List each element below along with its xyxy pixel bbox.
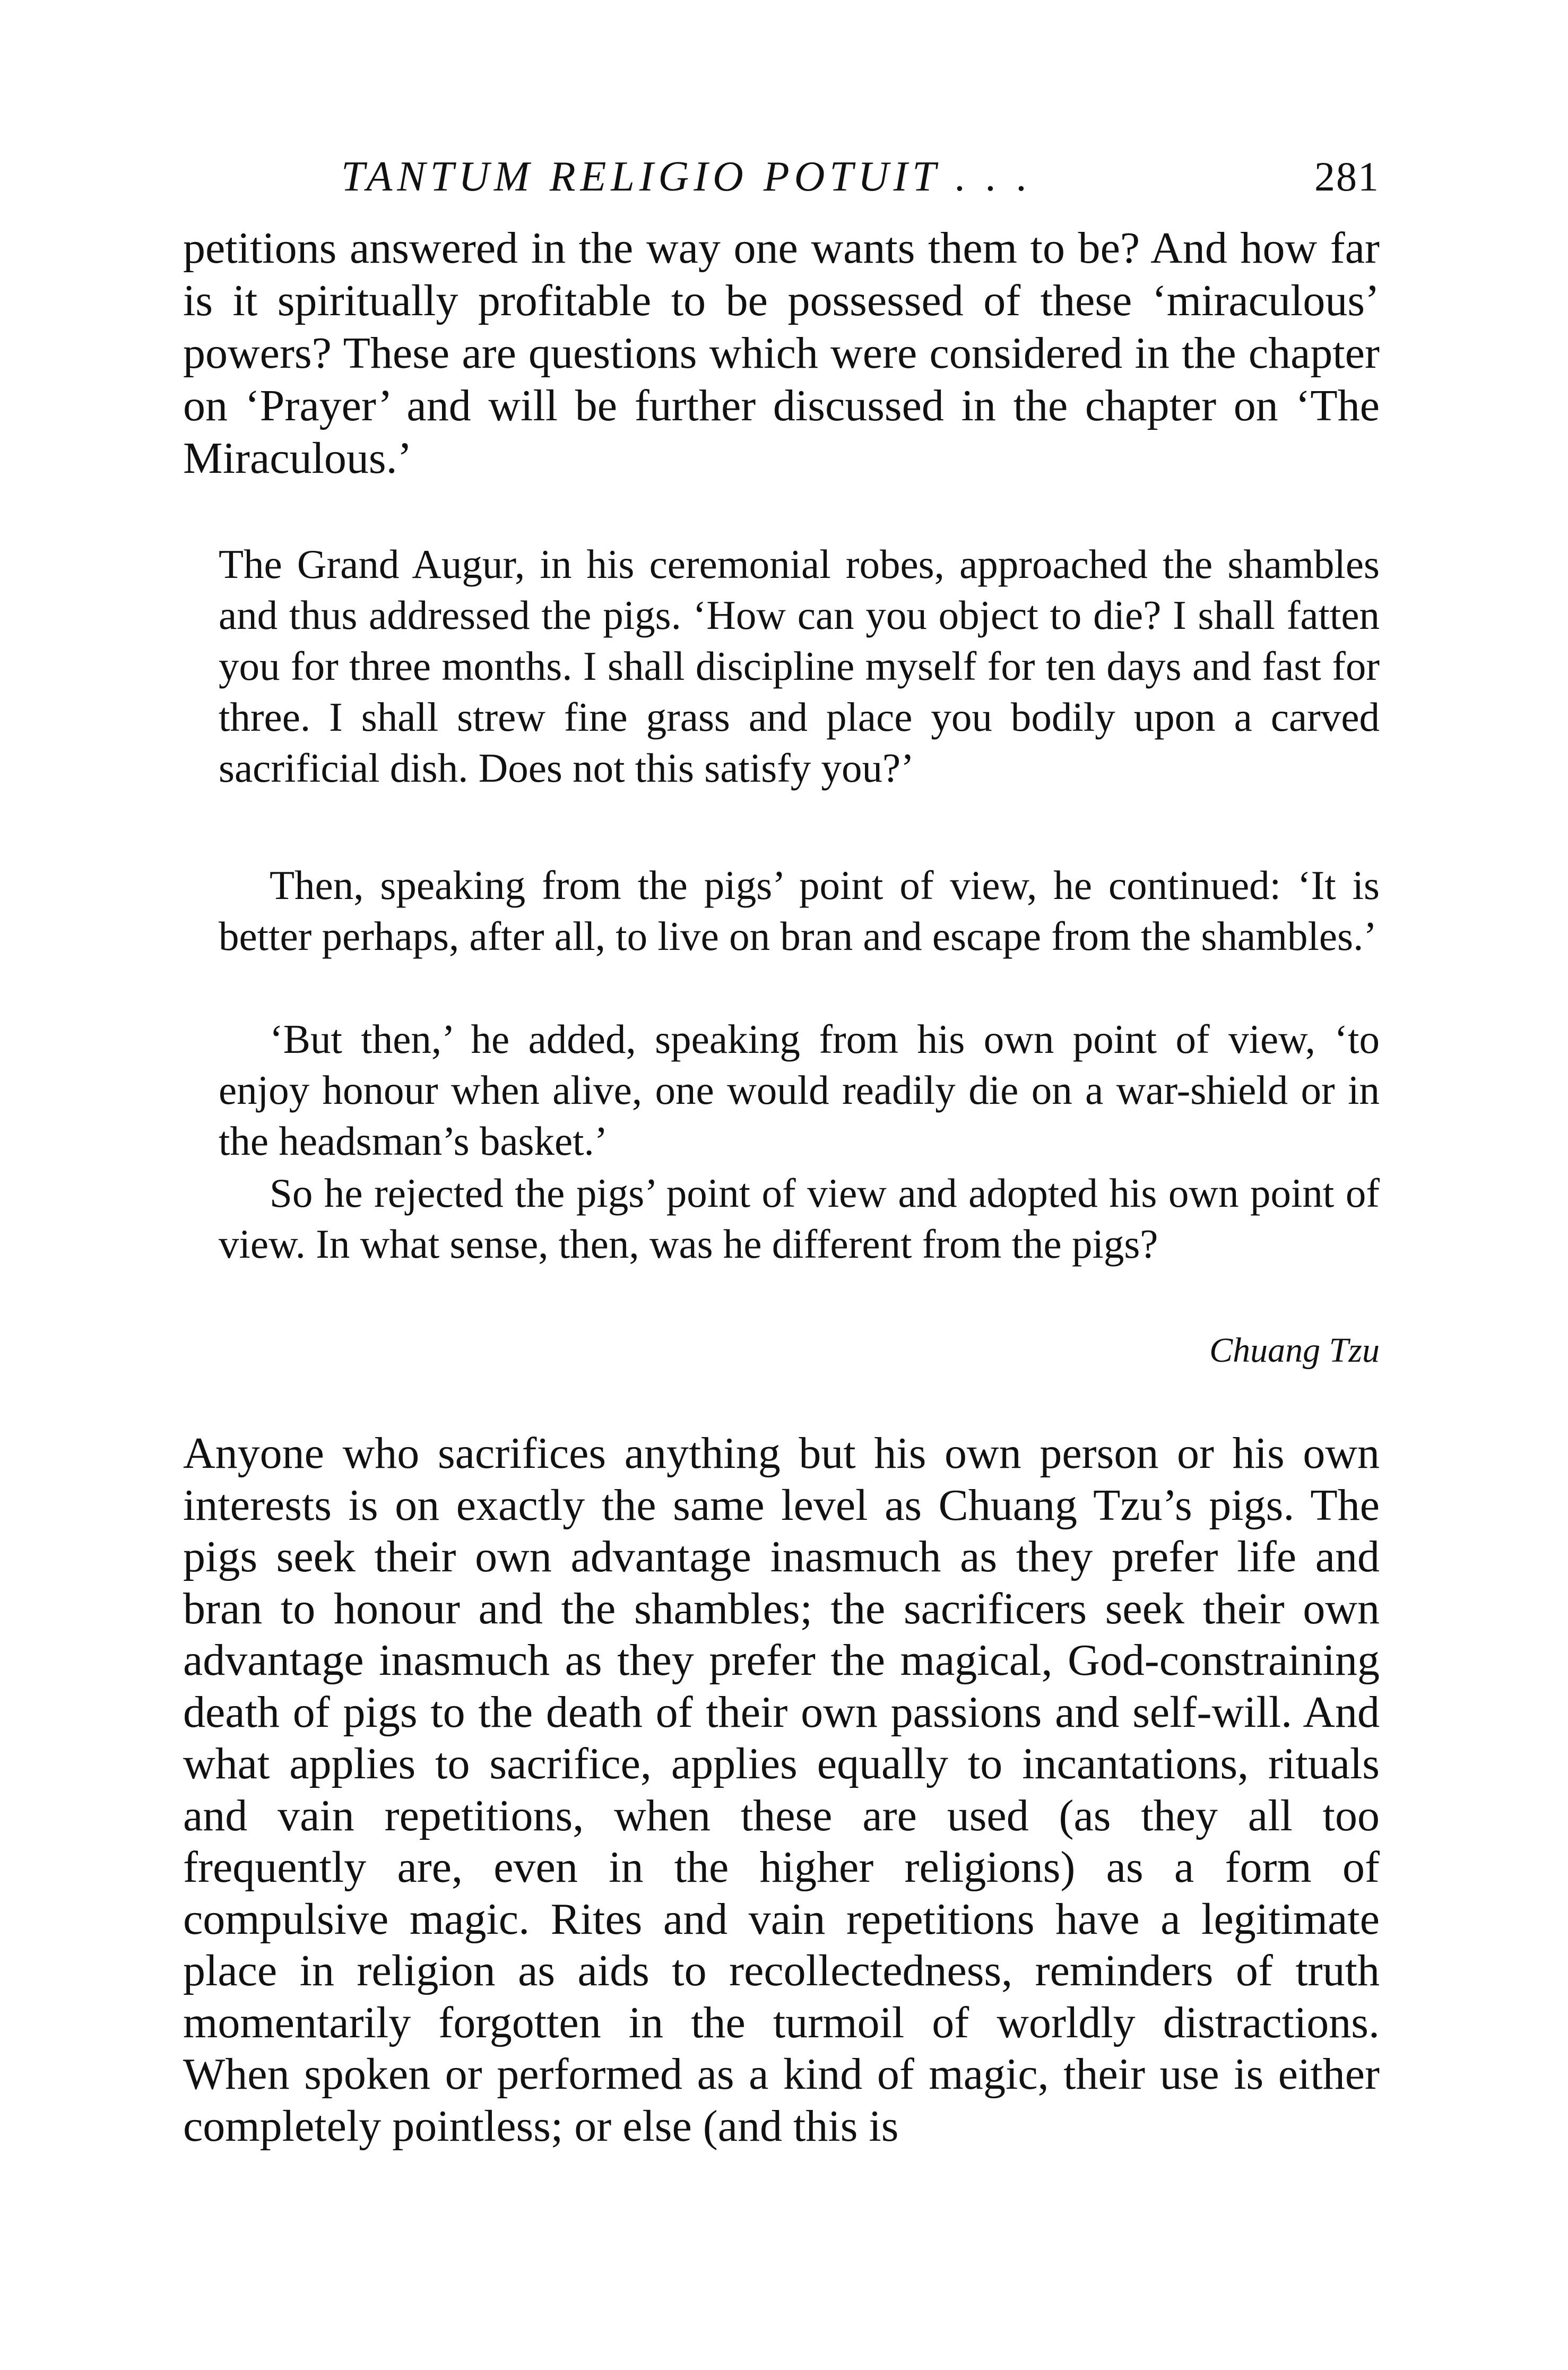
- opening-paragraph: petitions answered in the way one wants them to be? And how far is it spiritually profitable to be possessed of these ‘miraculous’ powers? These are questions which were considered in the chapter on ‘Prayer’ and will be further discussed in the chapter on ‘The Miraculous.’: [183, 223, 1380, 483]
- quote-paragraph: Then, speaking from the pigs’ point of view, he continued: ‘It is better perhaps, after all, to live on bran and escape from the shambles.’: [219, 862, 1380, 959]
- quote-paragraph: The Grand Augur, in his ceremonial robes, approached the shambles and thus addressed the pigs. ‘How can you object to die? I shall fatten you for three months. I shall discipline myself for ten days and fast for three. I shall strew fine grass and place you bodily upon a carved sacrificial dish. Does not this satisfy you?’: [219, 541, 1380, 791]
- quote-paragraph: So he rejected the pigs’ point of view and adopted his own point of view. In what sense, then, was he different from the pigs?: [219, 1170, 1380, 1267]
- quote-attribution: Chuang Tzu: [1209, 1331, 1380, 1370]
- running-head: [183, 150, 1380, 209]
- running-title: TANTUM RELIGIO POTUIT . . .: [341, 153, 1033, 200]
- page-number: 281: [1314, 153, 1380, 200]
- quote-paragraph: ‘But then,’ he added, speaking from his own point of view, ‘to enjoy honour when alive, one would readily die on a war-shield or in the headsman’s basket.’: [219, 1016, 1380, 1164]
- body-paragraph: Anyone who sacrifices anything but his own person or his own interests is on exactly the same level as Chuang Tzu’s pigs. The pigs seek their own advantage inasmuch as they prefer life and bran to honour and the shambles; the sacrificers seek their own advantage inasmuch as they prefer the magical, God-constraining death of pigs to the death of their own passions and self-will. And what applies to sacrifice, applies equally to incantations, rituals and vain repetitions, when these are used (as they all too frequently are, even in the higher religions) as a form of compulsive magic. Rites and vain repetitions have a legitimate place in religion as aids to recollectedness, reminders of truth momentarily forgotten in the turmoil of worldly distractions. When spoken or performed as a kind of magic, their use is either completely pointless; or else (and this is: [183, 1429, 1380, 2151]
